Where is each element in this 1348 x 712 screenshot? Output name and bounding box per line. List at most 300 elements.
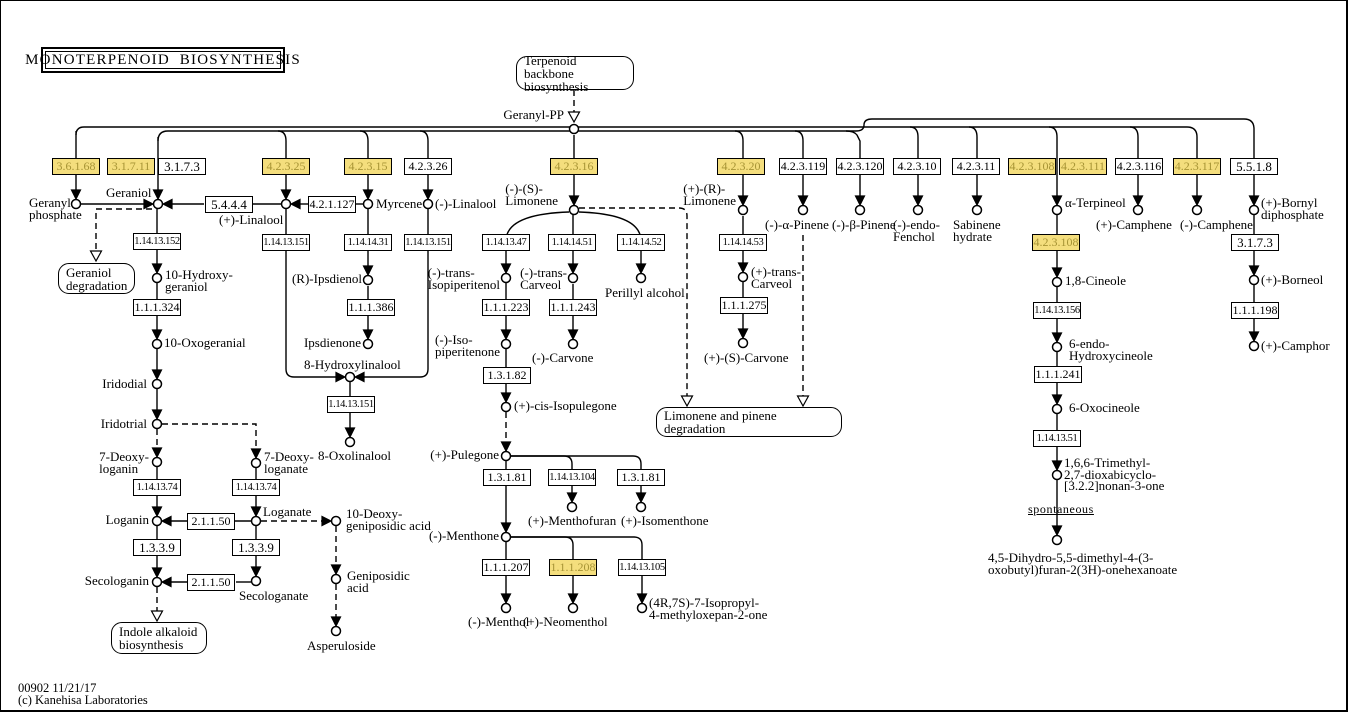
compound-node-dihydro-dimethyl-oxobutyl-furanone[interactable]	[1053, 536, 1062, 545]
label-line: piperitenone	[435, 343, 500, 359]
compound-label-plus-neomenthol	[523, 616, 608, 628]
compound-node-plus-borneol[interactable]	[1250, 276, 1259, 285]
label-line: (+)-(S)-Carvone	[704, 350, 789, 365]
compound-label-geranyl-phosphate	[29, 197, 82, 220]
arrowhead-icon	[914, 196, 923, 205]
compound-label-minus-beta-pinene	[832, 219, 896, 231]
enzyme-box-4.2.3.108[interactable]: 4.2.3.108	[1009, 158, 1055, 173]
arrowhead-icon	[637, 264, 646, 273]
map-link-label: Terpenoid backbone	[524, 52, 577, 81]
compound-label-loganin	[106, 514, 149, 526]
enzyme-box-1.14.13.152[interactable]: 1.14.13.152	[133, 233, 181, 250]
compound-label-r-ipsdienol	[292, 273, 362, 285]
enzyme-box-1.14.14.51[interactable]: 1.14.14.51	[548, 234, 596, 251]
label-line: (-)-Menthol	[468, 614, 530, 629]
map-link-label: Geraniol	[66, 264, 112, 280]
enzyme-box-1.3.1.81[interactable]: 1.3.1.81	[617, 469, 665, 486]
arrowhead-icon	[153, 410, 162, 419]
arrowhead-icon	[739, 329, 748, 338]
compound-label-8-hydroxylinalool	[304, 359, 401, 371]
arrowhead-icon	[1053, 461, 1062, 470]
compound-label-minus-carvone	[532, 352, 593, 364]
enzyme-box-1.14.13.105[interactable]: 1.14.13.105	[618, 559, 666, 576]
open-arrowhead-icon	[91, 251, 102, 261]
map-link-terpenoid-backbone-biosynthesis[interactable]	[516, 52, 634, 94]
arrowhead-icon	[282, 190, 291, 199]
enzyme-box-1.1.1.198[interactable]: 1.1.1.198	[1232, 302, 1278, 317]
label-line: (-)-Carvone	[532, 350, 594, 365]
compound-node-10-deoxy-geniposidic-acid[interactable]	[332, 517, 341, 526]
label-line: (-)-β-Pinene	[832, 217, 896, 232]
enzyme-box-1.14.13.74[interactable]: 1.14.13.74	[232, 479, 280, 496]
label-line: (-)-endo-	[893, 217, 940, 232]
arrowhead-icon	[502, 330, 511, 339]
compound-node-plus-camphene[interactable]	[1134, 206, 1143, 215]
label-line: Limonene	[505, 192, 558, 208]
enzyme-box-1.1.1.207[interactable]: 1.1.1.207	[483, 559, 529, 574]
enzyme-box-1.1.1.275[interactable]: 1.1.1.275	[721, 297, 767, 312]
enzyme-box-4.2.3.26[interactable]: 4.2.3.26	[404, 158, 452, 175]
label-line: (+)-Isomenthone	[621, 513, 709, 528]
enzyme-box-1.14.13.104[interactable]: 1.14.13.104	[548, 469, 596, 486]
compound-node-loganin[interactable]	[153, 517, 162, 526]
enzyme-box-3.1.7.3[interactable]: 3.1.7.3	[1231, 234, 1279, 251]
compound-label-plus-borneol	[1261, 274, 1323, 286]
compound-label-geniposidic-acid	[347, 570, 410, 593]
label-line: (-)-trans-	[427, 265, 475, 280]
compound-node-minus-trans-carveol[interactable]	[569, 274, 578, 283]
compound-node-7-deoxy-loganate[interactable]	[252, 459, 261, 468]
compound-label-plus-camphor	[1261, 340, 1330, 352]
label-line: (+)-Borneol	[1261, 272, 1324, 287]
compound-node-6-endo-hydroxycineole[interactable]	[1053, 343, 1062, 352]
arrowhead-icon	[502, 393, 511, 402]
arrowhead-icon	[799, 196, 808, 205]
label-line: Iridodial	[102, 376, 147, 391]
compound-node-plus-linalool[interactable]	[282, 200, 291, 209]
compound-label-trimethyl-dioxabicyclo-nonanone	[1064, 457, 1164, 492]
compound-node-4r7s-isopropyl-methyloxepanone[interactable]	[638, 604, 647, 613]
compound-node-perillyl-alcohol[interactable]	[637, 274, 646, 283]
arrowhead-icon	[1250, 266, 1259, 275]
enzyme-box-3.1.7.3[interactable]: 3.1.7.3	[158, 158, 206, 175]
compound-label-plus-linalool	[219, 214, 283, 226]
compound-node-geranyl-pp[interactable]	[570, 125, 579, 134]
arrowhead-icon	[1134, 196, 1143, 205]
map-link-limonene-and-pinene-degradation[interactable]	[656, 407, 842, 437]
label-line: loganin	[99, 460, 139, 476]
enzyme-box-4.2.3.111[interactable]: 4.2.3.111	[1060, 158, 1106, 173]
enzyme-box-4.2.3.108[interactable]: 4.2.3.108	[1033, 234, 1079, 249]
compound-label-plus-camphene	[1096, 219, 1172, 231]
compound-label-geranyl-pp	[503, 109, 564, 121]
compound-label-geraniol	[106, 187, 151, 199]
label-line: 10-Deoxy-	[346, 506, 403, 521]
label-line: 10-Oxogeranial	[164, 335, 246, 350]
compound-node-minus-camphene[interactable]	[1193, 206, 1202, 215]
compound-label-minus-alpha-pinene	[765, 219, 829, 231]
enzyme-box-1.3.1.81[interactable]: 1.3.1.81	[483, 469, 531, 486]
arrowhead-icon	[153, 448, 162, 457]
label-line: 4,5-Dihydro-5,5-dimethyl-4-(3-	[988, 550, 1154, 565]
map-link-label: Limonene and pinene degradation	[664, 408, 777, 436]
compound-label-minus-trans-carveol	[520, 267, 567, 290]
compound-label-plus-cis-isopulegone	[514, 400, 617, 412]
label-line: phosphate	[29, 206, 82, 222]
compound-label-plus-bornyl-diphosphate	[1261, 197, 1324, 220]
compound-node-plus-camphor[interactable]	[1250, 342, 1259, 351]
compound-label-minus-endo-fenchol	[893, 219, 940, 242]
arrowhead-icon	[502, 264, 511, 273]
label-line: 7-Deoxy-	[264, 449, 314, 464]
label-line: Myrcene	[376, 196, 423, 211]
label-line: (-)-Camphene	[1180, 217, 1253, 232]
compound-node-r-ipsdienol[interactable]	[364, 276, 373, 285]
enzyme-box-4.2.3.16[interactable]: 4.2.3.16	[550, 158, 598, 175]
arrowhead-icon	[153, 568, 162, 577]
compound-node-1-8-cineole[interactable]	[1053, 278, 1062, 287]
label-line: α-Terpineol	[1065, 195, 1126, 210]
compound-node-plus-cis-isopulegone[interactable]	[502, 403, 511, 412]
compound-label-ipsdienone	[304, 337, 361, 349]
arrowhead-icon	[424, 190, 433, 199]
label-line: (+)-Bornyl	[1261, 195, 1318, 210]
enzyme-box-1.1.1.208[interactable]: 1.1.1.208	[550, 559, 596, 574]
enzyme-box-5.5.1.8[interactable]: 5.5.1.8	[1230, 158, 1278, 175]
label-line: 1,8-Cineole	[1065, 273, 1127, 288]
compound-label-10-hydroxy-geraniol	[165, 269, 233, 292]
enzyme-box-2.1.1.50[interactable]: 2.1.1.50	[187, 513, 235, 530]
compound-label-10-deoxy-geniposidic-acid	[346, 508, 431, 531]
enzyme-box-1.1.1.243[interactable]: 1.1.1.243	[550, 299, 596, 314]
compound-label-plus-trans-carveol	[751, 266, 801, 289]
arrowhead-icon	[153, 507, 162, 516]
compound-label-sabinene-hydrate	[953, 219, 1001, 242]
label-line: Carveol	[751, 275, 793, 291]
compound-node-plus-bornyl-diphosphate[interactable]	[1250, 206, 1259, 215]
label-line: (4R,7S)-7-Isopropyl-	[649, 595, 760, 610]
enzyme-box-4.2.3.116[interactable]: 4.2.3.116	[1116, 158, 1162, 173]
compound-node-minus-s-limonene[interactable]	[570, 206, 579, 215]
compound-node-minus-trans-isopiperitenol[interactable]	[502, 274, 511, 283]
label-line: 6-Oxocineole	[1069, 400, 1140, 415]
enzyme-box-4.2.3.119[interactable]: 4.2.3.119	[780, 158, 826, 173]
arrowhead-icon	[346, 428, 355, 437]
enzyme-box-1.3.3.9[interactable]: 1.3.3.9	[232, 539, 280, 556]
compound-label-6-oxocineole	[1069, 402, 1140, 414]
arrowhead-icon	[154, 190, 163, 199]
arrowhead-icon	[570, 196, 579, 205]
compound-node-minus-endo-fenchol[interactable]	[914, 206, 923, 215]
label-line: 7-Deoxy-	[99, 449, 149, 464]
label-line: spontaneous	[1028, 502, 1094, 516]
open-arrowhead-icon	[569, 112, 580, 122]
label-line: Geraniol	[106, 185, 152, 200]
compound-node-minus-menthol[interactable]	[502, 604, 511, 613]
compound-node-plus-trans-carveol[interactable]	[739, 273, 748, 282]
open-arrowhead-icon	[152, 611, 163, 621]
compound-node-secologanate[interactable]	[252, 577, 261, 586]
enzyme-box-4.2.3.10[interactable]: 4.2.3.10	[893, 158, 941, 175]
label-line: hydrate	[953, 228, 992, 244]
compound-node-minus-carvone[interactable]	[569, 340, 578, 349]
arrowhead-icon	[739, 196, 748, 205]
compound-label-dihydro-dimethyl-oxobutyl-furanone	[988, 552, 1177, 575]
arrowhead-icon	[1193, 196, 1202, 205]
arrowhead-icon	[322, 517, 331, 526]
label-line: geraniol	[165, 278, 208, 294]
enzyme-box-4.2.3.20[interactable]: 4.2.3.20	[717, 158, 765, 175]
label-line: (-)-(S)-	[505, 181, 543, 196]
label-line: Carveol	[520, 276, 562, 292]
enzyme-box-1.14.13.151[interactable]: 1.14.13.151	[404, 234, 452, 251]
label-line: (+)-trans-	[751, 264, 801, 279]
map-id-date: 00902 11/21/17	[18, 681, 97, 695]
label-line: 4-methyloxepan-2-one	[649, 606, 768, 622]
compound-label-plus-s-carvone	[704, 352, 789, 364]
open-arrowhead-icon	[682, 396, 693, 406]
arrowhead-icon	[1053, 333, 1062, 342]
label-line: Asperuloside	[307, 638, 376, 653]
arrowhead-icon	[364, 266, 373, 275]
compound-node-6-oxocineole[interactable]	[1053, 405, 1062, 414]
compound-node-8-oxolinalool[interactable]	[346, 438, 355, 447]
arrowhead-icon	[291, 200, 300, 209]
arrowhead-icon	[568, 493, 577, 502]
compound-node-minus-linalool[interactable]	[424, 200, 433, 209]
map-link-label: biosynthesis	[119, 637, 184, 652]
compound-label-10-oxogeranial	[164, 337, 246, 349]
pathway-title-box	[25, 47, 301, 73]
compound-label-minus-camphene	[1180, 219, 1253, 231]
label-line: (-)-trans-	[520, 265, 567, 280]
arrowhead-icon	[162, 517, 171, 526]
compound-label-4r7s-7-isopropyl-4-methyloxepan-2-one	[649, 597, 767, 620]
enzyme-box-1.1.1.386[interactable]: 1.1.1.386	[348, 299, 394, 314]
enzyme-box-1.14.14.52[interactable]: 1.14.14.52	[617, 234, 665, 251]
arrowhead-icon	[336, 373, 345, 382]
label-line: acid	[347, 579, 369, 595]
open-arrowhead-icon	[798, 396, 809, 406]
enzyme-box-4.2.1.127[interactable]: 4.2.1.127	[309, 196, 355, 211]
label-line: (+)-(R)-	[683, 181, 726, 196]
compound-label-minus-menthol	[468, 616, 529, 628]
enzyme-box-1.1.1.223[interactable]: 1.1.1.223	[483, 299, 529, 314]
enzyme-box-5.4.4.4[interactable]: 5.4.4.4	[205, 196, 253, 213]
label-line: (-)-Menthone	[428, 528, 499, 543]
compound-node-geraniol[interactable]	[154, 200, 163, 209]
label-line: Ipsdienone	[303, 335, 361, 350]
enzyme-box-4.2.3.15[interactable]: 4.2.3.15	[344, 158, 392, 175]
label-line: (-)-Iso-	[435, 332, 473, 347]
map-link-indole-alkaloid-biosynthesis[interactable]	[111, 622, 207, 654]
compound-node-iridodial[interactable]	[153, 380, 162, 389]
label-line: Iridotrial	[100, 416, 147, 431]
compound-node-plus-neomenthol[interactable]	[569, 604, 578, 613]
map-link-geraniol-degradation[interactable]	[58, 263, 135, 294]
arrowhead-icon	[364, 330, 373, 339]
label-line: loganate	[264, 460, 309, 476]
compound-label-plus-pulegone	[430, 449, 499, 461]
label-line: 10-Hydroxy-	[165, 267, 233, 282]
compound-label-minus-trans-isopiperitenol	[428, 267, 500, 290]
compound-node-ipsdienone[interactable]	[364, 340, 373, 349]
arrowhead-icon	[252, 567, 261, 576]
label-line: Sabinene	[953, 217, 1001, 232]
compound-node-iridotrial[interactable]	[153, 420, 162, 429]
compound-label-loganate	[263, 506, 311, 518]
compound-label-alpha-terpineol	[1065, 197, 1126, 209]
compound-label-myrcene	[376, 198, 422, 210]
map-footer	[18, 683, 148, 706]
compound-label-minus-menthone	[429, 530, 499, 542]
arrowhead-icon	[163, 200, 172, 209]
enzyme-box-4.2.3.120[interactable]: 4.2.3.120	[837, 158, 883, 173]
compound-label-7-deoxy-loganin	[99, 451, 149, 474]
enzyme-box-1.14.13.47[interactable]: 1.14.13.47	[482, 234, 530, 251]
label-line: (+)-Linalool	[219, 212, 284, 227]
compound-node-myrcene[interactable]	[364, 200, 373, 209]
enzyme-box-1.3.3.9[interactable]: 1.3.3.9	[133, 539, 181, 556]
enzyme-box-1.14.14.53[interactable]: 1.14.14.53	[719, 234, 767, 251]
compound-label-7-deoxy-loganate	[264, 451, 314, 474]
compound-node-plus-menthofuran[interactable]	[568, 503, 577, 512]
arrowhead-icon	[332, 565, 341, 574]
compound-label-asperuloside	[307, 640, 376, 652]
label-line: Geranyl-PP	[503, 107, 564, 122]
compound-label-6-endo-hydroxycineole	[1069, 338, 1153, 361]
compound-node-sabinene-hydrate[interactable]	[973, 206, 982, 215]
compound-node-minus-menthone[interactable]	[502, 533, 511, 542]
label-line: Limonene	[683, 192, 736, 208]
compound-node-minus-alpha-pinene[interactable]	[799, 206, 808, 215]
enzyme-box-1.14.13.151[interactable]: 1.14.13.151	[262, 234, 310, 251]
compound-node-10-hydroxy-geraniol[interactable]	[153, 274, 162, 283]
compound-node-alpha-terpineol[interactable]	[1053, 206, 1062, 215]
label-line: Hydroxycineole	[1069, 347, 1153, 363]
enzyme-box-1.14.13.74[interactable]: 1.14.13.74	[133, 479, 181, 496]
label-line: (+)-Camphor	[1261, 338, 1330, 353]
compound-node-plus-s-carvone[interactable]	[739, 339, 748, 348]
enzyme-box-1.1.1.241[interactable]: 1.1.1.241	[1035, 366, 1081, 381]
compound-label-plus-isomenthone	[621, 515, 708, 527]
compound-node-minus-beta-pinene[interactable]	[856, 206, 865, 215]
label-line: Isopiperitenol	[427, 276, 500, 292]
label-line: [3.2.2]nonan-3-one	[1064, 478, 1165, 493]
compound-node-geniposidic-acid[interactable]	[332, 575, 341, 584]
arrowhead-icon	[569, 330, 578, 339]
arrowhead-icon	[252, 449, 261, 458]
compound-node-plus-isomenthone[interactable]	[637, 503, 646, 512]
compound-node-asperuloside[interactable]	[332, 627, 341, 636]
label-line: Loganate	[263, 504, 312, 519]
compound-label-plus-r-limonene	[683, 183, 736, 206]
label-line: Fenchol	[893, 228, 935, 244]
compound-node-8-hydroxylinalool[interactable]	[346, 373, 355, 382]
enzyme-box-1.14.13.51[interactable]: 1.14.13.51	[1033, 430, 1081, 447]
label-line: 1,6,6-Trimethyl-	[1064, 455, 1151, 470]
arrowhead-icon	[637, 493, 646, 502]
map-link-label: biosynthesis	[524, 78, 589, 94]
compound-label-secologanin	[85, 575, 149, 587]
arrowhead-icon	[364, 190, 373, 199]
arrowhead-icon	[502, 523, 511, 532]
enzyme-box-1.3.1.82[interactable]: 1.3.1.82	[483, 367, 531, 384]
compound-label-iridotrial	[101, 418, 147, 430]
arrowhead-icon	[739, 263, 748, 272]
arrowhead-icon	[502, 442, 511, 451]
label-line: geniposidic acid	[346, 517, 431, 533]
arrowhead-icon	[153, 264, 162, 273]
compound-node-trimethyl-dioxabicyclo-nonanone[interactable]	[1053, 471, 1062, 480]
label-line: Geranyl	[29, 195, 71, 210]
compound-node-plus-r-limonene[interactable]	[739, 206, 748, 215]
enzyme-box-2.1.1.50[interactable]: 2.1.1.50	[187, 574, 235, 591]
arrowhead-icon	[144, 200, 153, 209]
arrowhead-icon	[502, 594, 511, 603]
enzyme-box-1.1.1.324[interactable]: 1.1.1.324	[134, 299, 180, 314]
label-line: Geniposidic	[347, 568, 410, 583]
compound-node-loganate[interactable]	[252, 517, 261, 526]
label-line: Loganin	[105, 512, 149, 527]
enzyme-box-1.14.13.151[interactable]: 1.14.13.151	[327, 396, 375, 413]
label-line: Secologanate	[239, 588, 309, 603]
enzyme-box-3.6.1.68[interactable]: 3.6.1.68	[52, 158, 100, 175]
compound-label-plus-menthofuran	[528, 515, 616, 527]
arrowhead-icon	[153, 370, 162, 379]
compound-label-iridodial	[102, 378, 147, 390]
arrowhead-icon	[252, 507, 261, 516]
label-line: Perillyl alcohol	[605, 285, 685, 300]
compound-node-7-deoxy-loganin[interactable]	[153, 458, 162, 467]
enzyme-box-4.2.3.11[interactable]: 4.2.3.11	[952, 158, 1000, 175]
arrowhead-icon	[1250, 332, 1259, 341]
arrowhead-icon	[153, 330, 162, 339]
compound-node-minus-isopiperitenone[interactable]	[502, 340, 511, 349]
label-line: 8-Hydroxylinalool	[304, 357, 401, 372]
compound-label-1-8-cineole	[1065, 275, 1126, 287]
compound-node-secologanin[interactable]	[153, 578, 162, 587]
arrowhead-icon	[569, 594, 578, 603]
label-line: diphosphate	[1261, 206, 1324, 222]
enzyme-box-4.2.3.25[interactable]: 4.2.3.25	[262, 158, 310, 175]
arrowhead-icon	[1053, 526, 1062, 535]
compound-label-secologanate	[239, 590, 308, 602]
arrowhead-icon	[355, 373, 364, 382]
compound-label-minus-s-limonene	[505, 183, 558, 206]
compound-node-plus-pulegone[interactable]	[502, 452, 511, 461]
map-link-label: Indole alkaloid	[119, 624, 198, 639]
enzyme-box-1.14.13.156[interactable]: 1.14.13.156	[1033, 302, 1081, 319]
arrowhead-icon	[332, 617, 341, 626]
label-line: (R)-Ipsdienol	[291, 271, 362, 286]
compound-node-10-oxogeranial[interactable]	[153, 340, 162, 349]
enzyme-box-3.1.7.11[interactable]: 3.1.7.11	[107, 158, 155, 175]
label-line: 8-Oxolinalool	[318, 448, 391, 463]
enzyme-box-4.2.3.117[interactable]: 4.2.3.117	[1174, 158, 1220, 173]
map-link-label: degradation	[66, 277, 128, 293]
arrowhead-icon	[638, 594, 647, 603]
label-line: (+)-cis-Isopulegone	[514, 398, 617, 413]
label-line: (+)-Pulegone	[430, 447, 499, 462]
label-line: (+)-Menthofuran	[528, 513, 617, 528]
arrowhead-icon	[1053, 196, 1062, 205]
enzyme-box-1.14.14.31[interactable]: 1.14.14.31	[344, 234, 392, 251]
compound-label-minus-linalool	[435, 198, 496, 210]
compound-label-8-oxolinalool	[318, 450, 391, 462]
compound-label-spontaneous	[1028, 504, 1094, 516]
arrowhead-icon	[1250, 196, 1259, 205]
